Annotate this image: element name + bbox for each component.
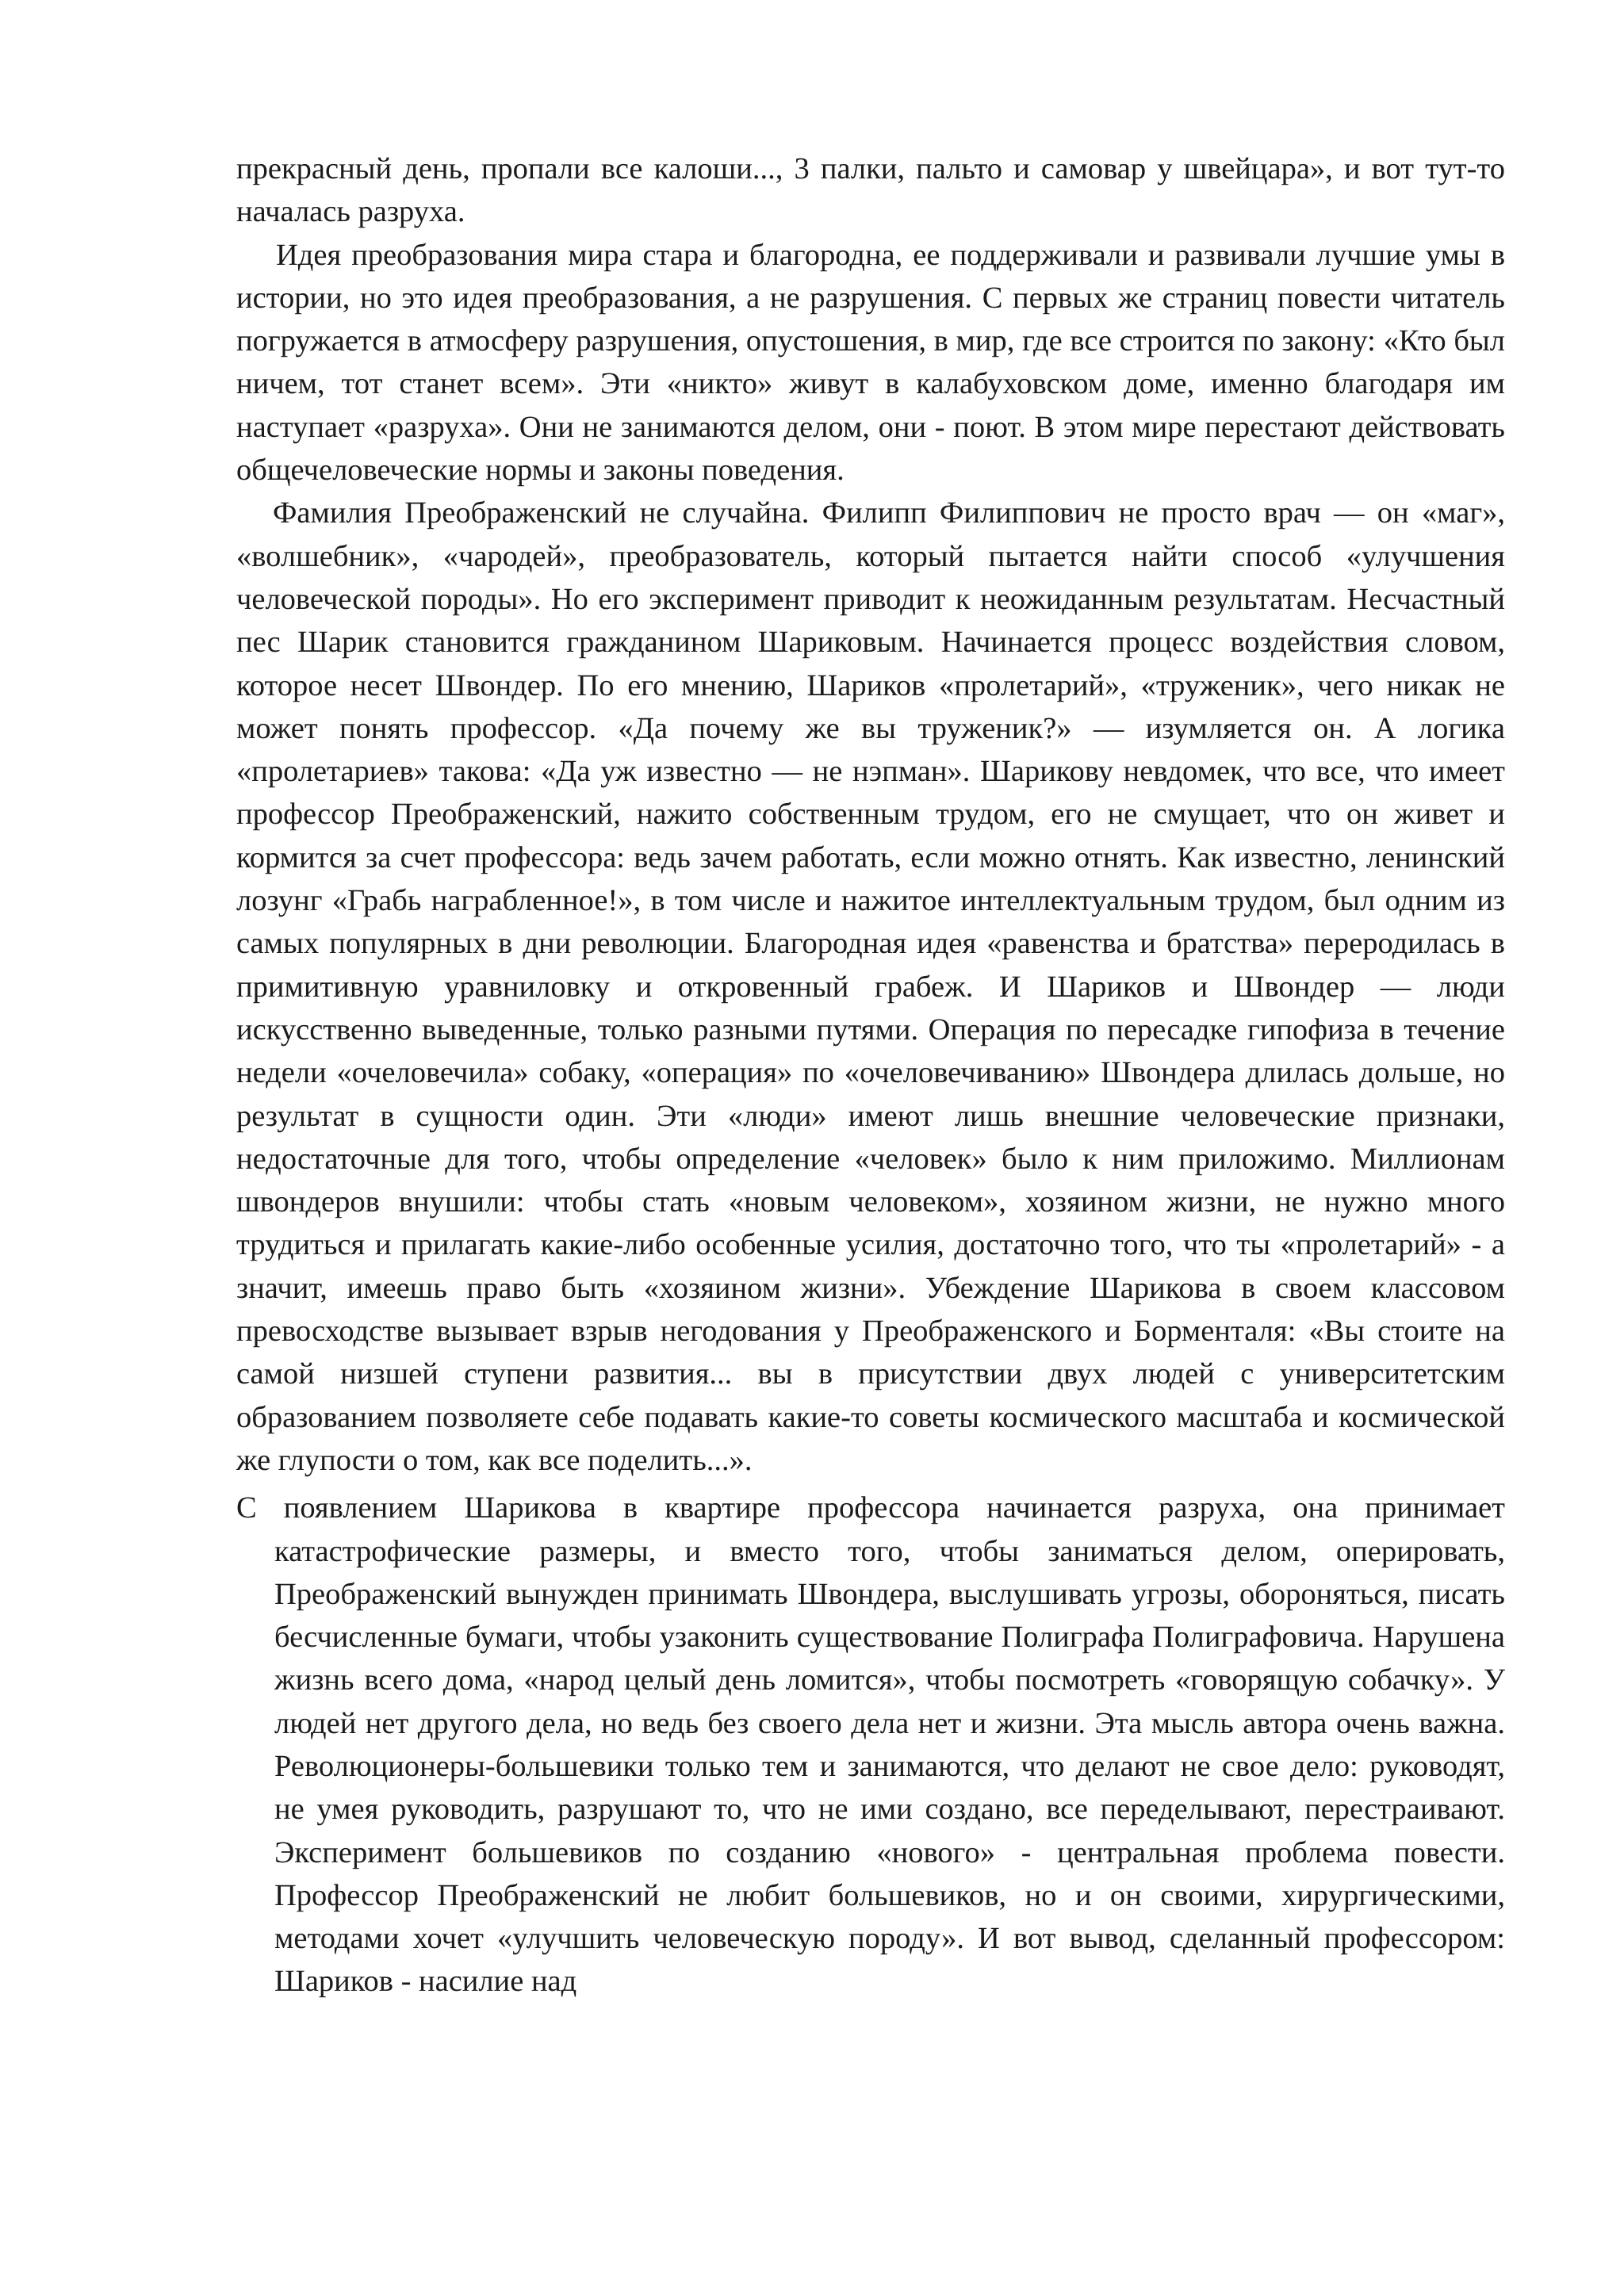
paragraph-1: прекрасный день, пропали все калоши..., 3 палки, пальто и самовар у швейцара», и вот тут-то началась разруха.: [236, 152, 1505, 229]
body-text: [236, 147, 1505, 2003]
paragraph-3: Фамилия Преображенский не случайна. Филипп Филиппович не просто врач — он «маг», «волшебник», «чародей», преобразователь, который пытается найти способ «улучшения человеческой породы». Но его эксперимент приводит к неожиданным результатам. Несчастный пес Шарик становится гражданином Шариковым. Начинается процесс воздействия словом, которое несет Швондер. По его мнению, Шариков «пролетарий», «труженик», чего никак не может понять профессор. «Да почему же вы труженик?» — изумляется он. А логика «пролетариев» такова: «Да уж известно — не нэпман». Шарикову невдомек, что все, что имеет профессор Преображенский, нажито собственным трудом, его не смущает, что он живет и кормится за счет профессора: ведь зачем работать, если можно отнять. Как известно, ленинский лозунг «Грабь награбленное!», в том числе и нажитое интеллектуальным трудом, был одним из самых популярных в дни революции. Благородная идея «равенства и братства» переродилась в примитивную уравниловку и откровенный грабеж. И Шариков и Швондер — люди искусственно выведенные, только разными путями. Операция по пересадке гипофиза в течение недели «очеловечила» собаку, «операция» по «очеловечиванию» Швондера длилась дольше, но результат в сущности один. Эти «люди» имеют лишь внешние человеческие признаки, недостаточные для того, чтобы определение «человек» было к ним приложимо. Миллионам швондеров внушили: чтобы стать «новым человеком», хозяином жизни, не нужно много трудиться и прилагать какие-либо особенные усилия, достаточно того, что ты «пролетарий» - а значит, имеешь право быть «хозяином жизни». Убеждение Шарикова в своем классовом превосходстве вызывает взрыв негодования у Преображенского и Борменталя: «Вы стоите на самой низшей ступени развития... вы в присутствии двух людей с университетским образованием позволяете себе подавать какие-то советы космического масштаба и космической же глупости о том, как все поделить...».: [236, 496, 1505, 1477]
paragraph-2: Идея преобразования мира стара и благородна, ее поддерживали и развивали лучшие умы в истории, но это идея преобразования, а не разрушения. С первых же страниц повести читатель погружается в атмосферу разрушения, опустошения, в мир, где все строится по закону: «Кто был ничем, тот станет всем». Эти «никто» живут в калабуховском доме, именно благодаря им наступает «разруха». Они не занимаются делом, они - поют. В этом мире перестают действовать общечеловеческие нормы и законы поведения.: [236, 238, 1505, 488]
paragraph-4: С появлением Шарикова в квартире профессора начинается разруха, она принимает катастрофические размеры, и вместо того, чтобы заниматься делом, оперировать, Преображенский вынужден принимать Швондера, выслушивать угрозы, обороняться, писать бесчисленные бумаги, чтобы узаконить существование Полиграфа Полиграфовича. Нарушена жизнь всего дома, «народ целый день ломится», чтобы посмотреть «говорящую собачку». У людей нет другого дела, но ведь без своего дела нет и жизни. Эта мысль автора очень важна. Революционеры-большевики только тем и занимаются, что делают не свое дело: руководят, не умея руководить, разрушают то, что не ими создано, все переделывают, перестраивают. Эксперимент большевиков по созданию «нового» - центральная проблема повести. Профессор Преображенский не любит большевиков, но и он своими, хирургическими, методами хочет «улучшить человеческую породу». И вот вывод, сделанный профессором: Шариков - насилие над: [236, 1491, 1505, 1999]
